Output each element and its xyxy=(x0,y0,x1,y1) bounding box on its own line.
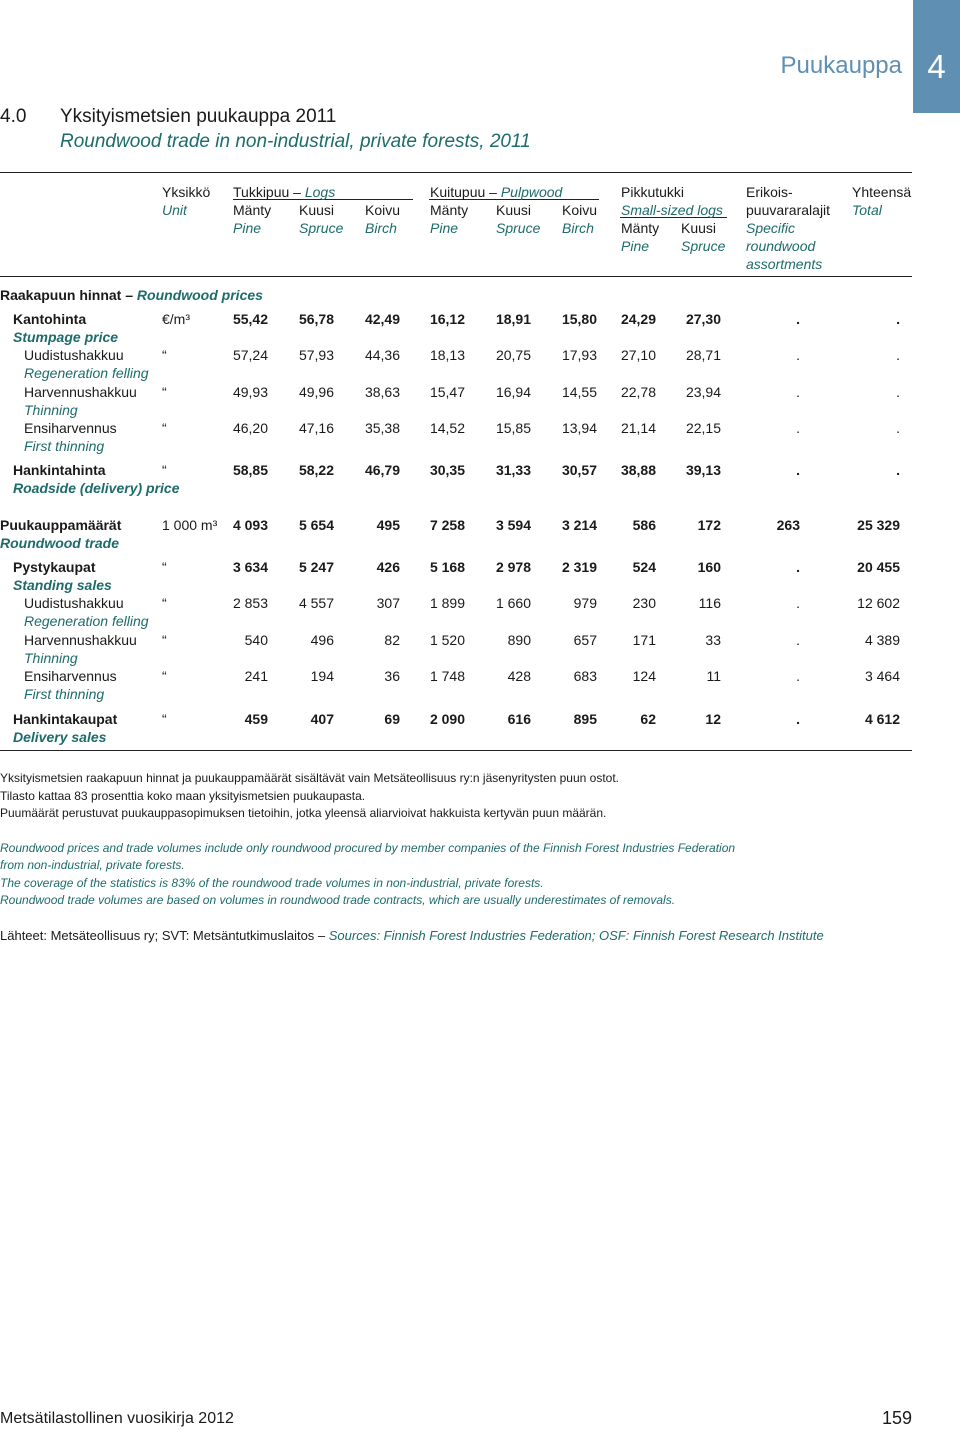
table-cell: 3 634 xyxy=(232,559,268,575)
small-logs-header: Pikkutukki xyxy=(621,184,685,200)
col-birch-en: Birch xyxy=(365,220,397,236)
note-line-en: from non-industrial, private forests. xyxy=(0,858,185,872)
table-cell: 49,93 xyxy=(232,384,268,400)
table-cell: 171 xyxy=(632,632,656,648)
table-cell: 116 xyxy=(698,595,721,611)
row-label-en: First thinning xyxy=(24,686,105,702)
table-cell: 407 xyxy=(310,711,334,727)
row-label-en: Thinning xyxy=(24,402,78,418)
table-cell: 14,55 xyxy=(561,384,597,400)
col-spruce: Kuusi xyxy=(681,220,717,236)
row-label: Ensiharvennus xyxy=(24,668,117,684)
small-logs-header-en: Small-sized logs xyxy=(621,202,723,218)
table-cell: 15,47 xyxy=(429,384,465,400)
table-cell: 3 594 xyxy=(495,517,531,533)
table-cell: 46,20 xyxy=(232,420,268,436)
note-line: Puumäärät perustuvat puukauppasopimuksen tietoihin, jotka yleensä aliarvioivat hakkuista kertyvän puun määrän. xyxy=(0,806,607,820)
sources-line: Lähteet: Metsäteollisuus ry; SVT: Metsäntutkimuslaitos – Sources: Finnish Forest Industries Federation; OSF: Finnish Forest Research Institute xyxy=(0,928,824,943)
table-cell: 44,36 xyxy=(364,347,400,363)
row-unit: “ xyxy=(162,668,167,684)
col-pine-en: Pine xyxy=(621,238,650,254)
table-cell: 30,57 xyxy=(561,462,597,478)
table-cell: 459 xyxy=(244,711,268,727)
table-cell: 657 xyxy=(573,632,597,648)
pulpwood-header: Kuitupuu – Pulpwood xyxy=(430,184,563,200)
table-cell: 15,85 xyxy=(495,420,531,436)
row-label-en: Delivery sales xyxy=(13,729,107,745)
table-cell: 194 xyxy=(310,668,334,684)
table-cell: 2 319 xyxy=(561,559,597,575)
table-cell: 540 xyxy=(244,632,268,648)
table-cell: 33 xyxy=(705,632,721,648)
special-header-en: Specific xyxy=(746,220,796,236)
row-label-en: Roundwood trade xyxy=(0,535,119,551)
table-cell: 890 xyxy=(507,632,531,648)
chapter-number: 4 xyxy=(927,48,946,85)
note-line: Tilasto kattaa 83 prosenttia koko maan yksityismetsien puukaupasta. xyxy=(0,789,366,803)
col-pine-en: Pine xyxy=(233,220,262,236)
table-cell: . xyxy=(796,559,800,575)
table-cell: 31,33 xyxy=(495,462,531,478)
row-unit: “ xyxy=(162,632,167,648)
logs-header: Tukkipuu – Logs xyxy=(233,184,336,200)
table-cell: 524 xyxy=(632,559,656,575)
row-label: Puukauppamäärät xyxy=(0,517,122,533)
col-birch-en: Birch xyxy=(562,220,594,236)
col-spruce-en: Spruce xyxy=(299,220,344,236)
special-header-2: puuvararalajit xyxy=(746,202,831,218)
col-spruce: Kuusi xyxy=(299,202,335,218)
table-cell: . xyxy=(796,711,800,727)
total-header: Yhteensä xyxy=(852,184,912,200)
table-cell: 2 978 xyxy=(495,559,531,575)
table-cell: 13,94 xyxy=(561,420,597,436)
table-cell: 307 xyxy=(376,595,400,611)
table-cell: 62 xyxy=(640,711,656,727)
table-title-en: Roundwood trade in non-industrial, private forests, 2011 xyxy=(60,131,531,152)
row-label-en: Regeneration felling xyxy=(24,365,149,381)
table-cell: 18,13 xyxy=(429,347,465,363)
table-cell: 2 090 xyxy=(429,711,465,727)
table-cell: 2 853 xyxy=(232,595,268,611)
table-cell: 12 xyxy=(705,711,721,727)
row-label: Kantohinta xyxy=(13,311,87,327)
table-cell: 55,42 xyxy=(232,311,268,327)
table-cell: . xyxy=(796,595,800,611)
table-cell: . xyxy=(896,347,900,363)
table-cell: 979 xyxy=(573,595,597,611)
table-cell: 49,96 xyxy=(298,384,334,400)
row-label: Harvennushakkuu xyxy=(24,384,137,400)
table-cell: 16,12 xyxy=(429,311,465,327)
table-cell: . xyxy=(896,420,900,436)
table-cell: 496 xyxy=(310,632,334,648)
table-cell: 4 389 xyxy=(864,632,900,648)
special-header-en-2: roundwood xyxy=(746,238,816,254)
row-label: Uudistushakkuu xyxy=(24,595,124,611)
row-label-en: Standing sales xyxy=(13,577,112,593)
table-cell: 3 464 xyxy=(864,668,900,684)
row-label: Ensiharvennus xyxy=(24,420,117,436)
row-unit: “ xyxy=(162,384,167,400)
table-cell: . xyxy=(796,420,800,436)
table-cell: 16,94 xyxy=(495,384,531,400)
table-cell: 5 654 xyxy=(298,517,334,533)
table-cell: 58,85 xyxy=(232,462,268,478)
row-unit: “ xyxy=(162,711,167,727)
row-unit: “ xyxy=(162,559,167,575)
table-cell: 38,63 xyxy=(364,384,400,400)
row-label-en: Roadside (delivery) price xyxy=(13,480,180,496)
row-label-en: Regeneration felling xyxy=(24,613,149,629)
table-cell: 57,93 xyxy=(298,347,334,363)
row-label: Hankintahinta xyxy=(13,462,106,478)
table-cell: 7 258 xyxy=(429,517,465,533)
table-cell: . xyxy=(796,311,800,327)
table-cell: 14,52 xyxy=(429,420,465,436)
table-cell: 42,49 xyxy=(364,311,400,327)
row-unit: 1 000 m³ xyxy=(162,517,218,533)
table-cell: 263 xyxy=(776,517,800,533)
table-cell: 56,78 xyxy=(298,311,334,327)
table-cell: 27,10 xyxy=(620,347,656,363)
chapter-title: Puukauppa xyxy=(780,52,902,79)
table-cell: 426 xyxy=(376,559,400,575)
table-cell: 4 612 xyxy=(864,711,900,727)
table-cell: 25 329 xyxy=(857,517,900,533)
footer-publication: Metsätilastollinen vuosikirja 2012 xyxy=(0,1410,234,1427)
table-cell: 616 xyxy=(507,711,531,727)
col-spruce-en: Spruce xyxy=(681,238,726,254)
table-cell: . xyxy=(796,668,800,684)
col-pine: Mänty xyxy=(430,202,469,218)
table-cell: 586 xyxy=(632,517,656,533)
table-cell: 683 xyxy=(573,668,597,684)
table-cell: 230 xyxy=(632,595,656,611)
table-cell: 241 xyxy=(244,668,268,684)
table-top-rule xyxy=(0,172,912,173)
table-cell: . xyxy=(796,462,800,478)
table-cell: 30,35 xyxy=(429,462,465,478)
table-cell: 21,14 xyxy=(620,420,656,436)
table-cell: . xyxy=(796,384,800,400)
col-pine-en: Pine xyxy=(430,220,459,236)
table-cell: 36 xyxy=(384,668,400,684)
page-number: 159 xyxy=(881,1408,912,1428)
col-spruce-en: Spruce xyxy=(496,220,541,236)
table-cell: 5 168 xyxy=(429,559,465,575)
table-cell: . xyxy=(896,311,900,327)
table-cell: 428 xyxy=(507,668,531,684)
special-header: Erikois- xyxy=(746,184,793,200)
table-cell: 160 xyxy=(697,559,721,575)
table-cell: 1 660 xyxy=(495,595,531,611)
table-cell: 39,13 xyxy=(685,462,721,478)
unit-header: Yksikkö xyxy=(162,184,211,200)
row-label: Hankintakaupat xyxy=(13,711,118,727)
table-cell: 28,71 xyxy=(685,347,721,363)
table-number: 4.0 xyxy=(0,106,27,127)
row-label-en: Thinning xyxy=(24,650,78,666)
row-label: Harvennushakkuu xyxy=(24,632,137,648)
note-line-en: Roundwood trade volumes are based on volumes in roundwood trade contracts, which are usually underestimates of removals. xyxy=(0,893,676,907)
table-bottom-rule xyxy=(0,750,912,751)
table-cell: 58,22 xyxy=(298,462,334,478)
note-line: Yksityismetsien raakapuun hinnat ja puukauppamäärät sisältävät vain Metsäteollisuus ry:n jäsenyritysten puun ostot. xyxy=(0,771,620,785)
table-cell: . xyxy=(896,462,900,478)
table-cell: 4 093 xyxy=(232,517,268,533)
col-pine: Mänty xyxy=(621,220,660,236)
table-cell: 5 247 xyxy=(298,559,334,575)
row-unit: “ xyxy=(162,420,167,436)
table-cell: 1 899 xyxy=(429,595,465,611)
table-cell: 23,94 xyxy=(685,384,721,400)
section-heading-prices: Raakapuun hinnat – Roundwood prices xyxy=(0,287,263,303)
table-cell: 15,80 xyxy=(561,311,597,327)
col-birch: Koivu xyxy=(562,202,598,218)
row-label: Pystykaupat xyxy=(13,559,96,575)
table-cell: 38,88 xyxy=(620,462,656,478)
table-cell: 22,78 xyxy=(620,384,656,400)
table-cell: 46,79 xyxy=(364,462,400,478)
total-header-en: Total xyxy=(852,202,882,218)
table-cell: 172 xyxy=(697,517,721,533)
table-cell: 495 xyxy=(376,517,400,533)
table-cell: 57,24 xyxy=(232,347,268,363)
table-cell: 11 xyxy=(706,668,721,684)
table-cell: 3 214 xyxy=(561,517,597,533)
table-cell: 27,30 xyxy=(685,311,721,327)
table-cell: 17,93 xyxy=(561,347,597,363)
row-label: Uudistushakkuu xyxy=(24,347,124,363)
table-cell: . xyxy=(796,632,800,648)
table-cell: 22,15 xyxy=(685,420,721,436)
table-header-rule xyxy=(0,276,912,277)
table-cell: . xyxy=(796,347,800,363)
unit-header-en: Unit xyxy=(162,202,187,218)
table-cell: . xyxy=(896,384,900,400)
col-birch: Koivu xyxy=(365,202,401,218)
table-cell: 1 748 xyxy=(429,668,465,684)
row-unit: “ xyxy=(162,347,167,363)
note-line-en: Roundwood prices and trade volumes include only roundwood procured by member companies of the Finnish Forest Industries Federation xyxy=(0,841,736,855)
table-cell: 20,75 xyxy=(495,347,531,363)
row-unit: “ xyxy=(162,462,167,478)
table-cell: 18,91 xyxy=(495,311,531,327)
note-line-en: The coverage of the statistics is 83% of the roundwood trade volumes in non-industrial, private forests. xyxy=(0,876,544,890)
table-cell: 47,16 xyxy=(298,420,334,436)
row-unit: €/m³ xyxy=(162,311,190,327)
table-title: Yksityismetsien puukauppa 2011 xyxy=(60,106,337,127)
row-label-en: First thinning xyxy=(24,438,105,454)
table-cell: 82 xyxy=(384,632,400,648)
table-cell: 895 xyxy=(573,711,597,727)
table-cell: 35,38 xyxy=(364,420,400,436)
table-cell: 12 602 xyxy=(857,595,900,611)
table-cell: 4 557 xyxy=(298,595,334,611)
row-unit: “ xyxy=(162,595,167,611)
special-header-en-3: assortments xyxy=(746,256,823,272)
table-cell: 1 520 xyxy=(429,632,465,648)
col-spruce: Kuusi xyxy=(496,202,532,218)
table-cell: 69 xyxy=(384,711,400,727)
table-cell: 124 xyxy=(632,668,656,684)
table-cell: 20 455 xyxy=(857,559,900,575)
row-label-en: Stumpage price xyxy=(13,329,119,345)
table-cell: 24,29 xyxy=(620,311,656,327)
col-pine: Mänty xyxy=(233,202,272,218)
